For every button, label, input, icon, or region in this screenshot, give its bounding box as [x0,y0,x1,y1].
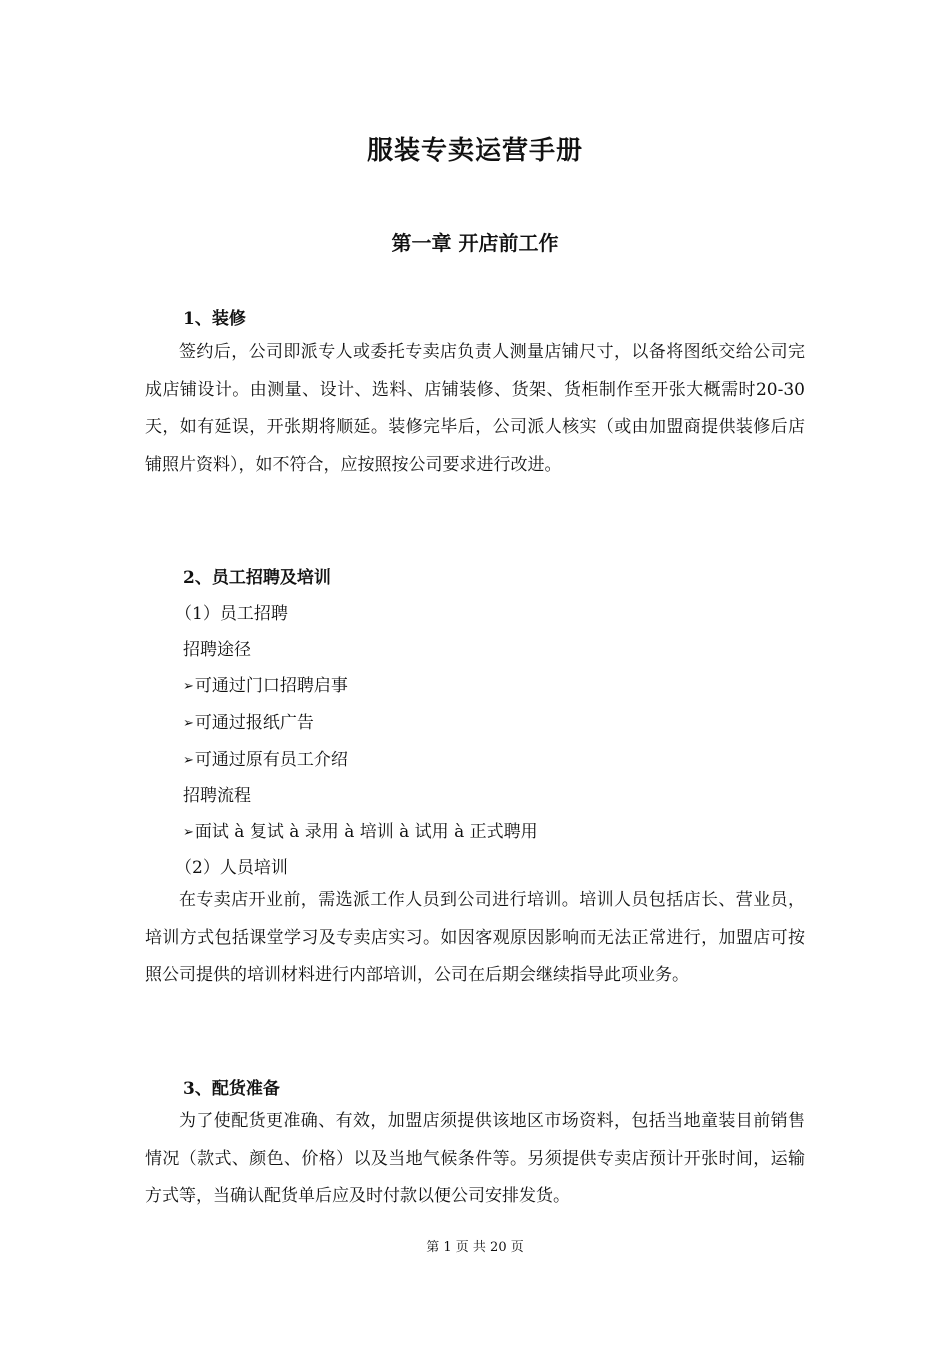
page-number-footer: 第 1 页 共 20 页 [426,1240,524,1255]
list-item-text: 可通过原有员工介绍 [194,750,348,770]
section-heading-recruitment: 2、员工招聘及培训 [183,568,331,588]
recruitment-channels-label: 招聘途径 [183,640,251,660]
training-paragraph: 在专卖店开业前，需选派工作人员到公司进行培训。培训人员包括店长、营业员，培训方式包括课堂学习及专卖店实习。如因客观原因影响而无法正常进行，加盟店可按照公司提供的培训材料进行内部培训，公司在后期会继续指导此项业务。 [145,890,805,985]
subheading-staff-training: （2）人员培训 [175,858,288,878]
list-item [183,671,348,696]
decoration-paragraph: 签约后，公司即派专人或委托专卖店负责人测量店铺尺寸，以备将图纸交给公司完成店铺设计。由测量、设计、选料、店铺装修、货架、货柜制作至开张大概需时20-30天，如有延误，开张期将顺延。装修完毕后，公司派人核实（或由加盟商提供装修后店铺照片资料），如不符合，应按照按公司要求进行改进。 [145,342,805,475]
list-item [183,817,538,842]
list-item-text: 可通过报纸广告 [194,713,314,733]
arrow-bullet-icon: ➢ [183,679,194,694]
list-item-text: 可通过门口招聘启事 [194,676,348,696]
list-item [183,708,314,733]
arrow-bullet-icon: ➢ [183,753,194,768]
recruitment-process-label: 招聘流程 [183,786,251,806]
arrow-bullet-icon: ➢ [183,716,194,731]
stock-preparation-paragraph: 为了使配货更准确、有效，加盟店须提供该地区市场资料，包括当地童装目前销售情况（款式、颜色、价格）以及当地气候条件等。另须提供专卖店预计开张时间，运输方式等，当确认配货单后应及时付款以便公司安排发货。 [145,1111,805,1206]
section-heading-decoration: 1、装修 [183,309,246,329]
arrow-bullet-icon: ➢ [183,825,194,840]
subheading-staff-recruitment: （1）员工招聘 [175,604,288,624]
recruitment-process-steps: 面试 à 复试 à 录用 à 培训 à 试用 à 正式聘用 [194,822,538,842]
list-item [183,745,348,770]
document-title: 服装专卖运营手册 [366,136,583,166]
section-heading-stock-preparation: 3、配货准备 [183,1079,280,1099]
chapter-title: 第一章 开店前工作 [391,231,559,255]
